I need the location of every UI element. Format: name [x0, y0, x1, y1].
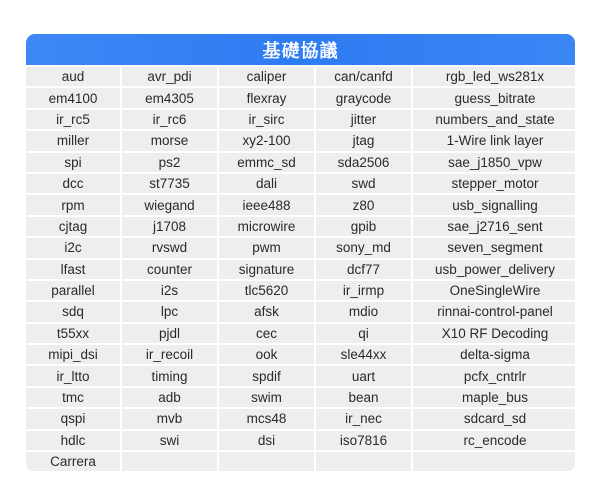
- protocol-cell: parallel: [26, 281, 120, 300]
- protocol-cell: rpm: [26, 195, 120, 214]
- protocol-cell: hdlc: [26, 431, 120, 450]
- protocol-cell: 1-Wire link layer: [413, 131, 575, 150]
- protocol-cell: aud: [26, 67, 120, 86]
- protocol-cell: avr_pdi: [122, 67, 217, 86]
- protocol-cell: emmc_sd: [219, 153, 314, 172]
- protocol-cell: lfast: [26, 260, 120, 279]
- protocol-cell: j1708: [122, 217, 217, 236]
- protocol-cell: microwire: [219, 217, 314, 236]
- protocol-cell: t55xx: [26, 324, 120, 343]
- protocol-cell: [122, 452, 217, 471]
- protocol-cell: Carrera: [26, 452, 120, 471]
- protocol-cell: afsk: [219, 302, 314, 321]
- protocol-cell: qi: [316, 324, 411, 343]
- protocol-cell: delta-sigma: [413, 345, 575, 364]
- protocol-cell: gpib: [316, 217, 411, 236]
- protocol-cell: rc_encode: [413, 431, 575, 450]
- protocol-cell: [413, 452, 575, 471]
- protocol-cell: rinnai-control-panel: [413, 302, 575, 321]
- protocol-table: [26, 67, 575, 471]
- protocol-cell: usb_signalling: [413, 195, 575, 214]
- protocol-cell: pwm: [219, 238, 314, 257]
- protocol-cell: seven_segment: [413, 238, 575, 257]
- protocol-cell: mipi_dsi: [26, 345, 120, 364]
- protocol-cell: dcf77: [316, 260, 411, 279]
- protocol-cell: sdq: [26, 302, 120, 321]
- protocol-cell: dcc: [26, 174, 120, 193]
- protocol-cell: stepper_motor: [413, 174, 575, 193]
- protocol-cell: xy2-100: [219, 131, 314, 150]
- protocol-cell: OneSingleWire: [413, 281, 575, 300]
- protocol-cell: [219, 452, 314, 471]
- protocol-cell: cec: [219, 324, 314, 343]
- protocol-cell: signature: [219, 260, 314, 279]
- protocol-cell: sle44xx: [316, 345, 411, 364]
- protocol-cell: z80: [316, 195, 411, 214]
- protocol-cell: pjdl: [122, 324, 217, 343]
- protocol-cell: graycode: [316, 88, 411, 107]
- protocol-cell: sda2506: [316, 153, 411, 172]
- protocol-cell: iso7816: [316, 431, 411, 450]
- protocol-cell: dsi: [219, 431, 314, 450]
- protocol-cell: qspi: [26, 409, 120, 428]
- protocol-cell: miller: [26, 131, 120, 150]
- protocol-cell: X10 RF Decoding: [413, 324, 575, 343]
- protocol-panel: [26, 34, 575, 472]
- protocol-cell: i2s: [122, 281, 217, 300]
- protocol-cell: spi: [26, 153, 120, 172]
- protocol-cell: tmc: [26, 388, 120, 407]
- protocol-cell: em4305: [122, 88, 217, 107]
- protocol-cell: ir_rc5: [26, 110, 120, 129]
- protocol-cell: lpc: [122, 302, 217, 321]
- protocol-cell: swim: [219, 388, 314, 407]
- protocol-cell: em4100: [26, 88, 120, 107]
- protocol-cell: flexray: [219, 88, 314, 107]
- protocol-cell: can/canfd: [316, 67, 411, 86]
- protocol-cell: adb: [122, 388, 217, 407]
- protocol-cell: mcs48: [219, 409, 314, 428]
- protocol-cell: mvb: [122, 409, 217, 428]
- protocol-cell: ir_nec: [316, 409, 411, 428]
- protocol-cell: caliper: [219, 67, 314, 86]
- protocol-cell: sdcard_sd: [413, 409, 575, 428]
- protocol-cell: uart: [316, 366, 411, 385]
- protocol-cell: sae_j2716_sent: [413, 217, 575, 236]
- protocol-cell: ir_recoil: [122, 345, 217, 364]
- protocol-cell: i2c: [26, 238, 120, 257]
- protocol-cell: rgb_led_ws281x: [413, 67, 575, 86]
- protocol-cell: cjtag: [26, 217, 120, 236]
- protocol-cell: ir_sirc: [219, 110, 314, 129]
- protocol-cell: numbers_and_state: [413, 110, 575, 129]
- protocol-cell: ir_irmp: [316, 281, 411, 300]
- protocol-cell: ps2: [122, 153, 217, 172]
- protocol-cell: ir_rc6: [122, 110, 217, 129]
- protocol-cell: swi: [122, 431, 217, 450]
- protocol-cell: jitter: [316, 110, 411, 129]
- protocol-cell: rvswd: [122, 238, 217, 257]
- protocol-cell: maple_bus: [413, 388, 575, 407]
- protocol-cell: dali: [219, 174, 314, 193]
- protocol-cell: swd: [316, 174, 411, 193]
- protocol-cell: sony_md: [316, 238, 411, 257]
- protocol-cell: morse: [122, 131, 217, 150]
- protocol-cell: tlc5620: [219, 281, 314, 300]
- panel-title: 基礎協議: [26, 34, 575, 65]
- protocol-cell: spdif: [219, 366, 314, 385]
- protocol-cell: timing: [122, 366, 217, 385]
- protocol-cell: ir_ltto: [26, 366, 120, 385]
- protocol-cell: usb_power_delivery: [413, 260, 575, 279]
- protocol-cell: jtag: [316, 131, 411, 150]
- protocol-cell: sae_j1850_vpw: [413, 153, 575, 172]
- protocol-cell: guess_bitrate: [413, 88, 575, 107]
- protocol-cell: counter: [122, 260, 217, 279]
- protocol-cell: bean: [316, 388, 411, 407]
- protocol-cell: ook: [219, 345, 314, 364]
- protocol-cell: wiegand: [122, 195, 217, 214]
- protocol-cell: st7735: [122, 174, 217, 193]
- protocol-cell: mdio: [316, 302, 411, 321]
- protocol-cell: pcfx_cntrlr: [413, 366, 575, 385]
- protocol-cell: [316, 452, 411, 471]
- protocol-cell: ieee488: [219, 195, 314, 214]
